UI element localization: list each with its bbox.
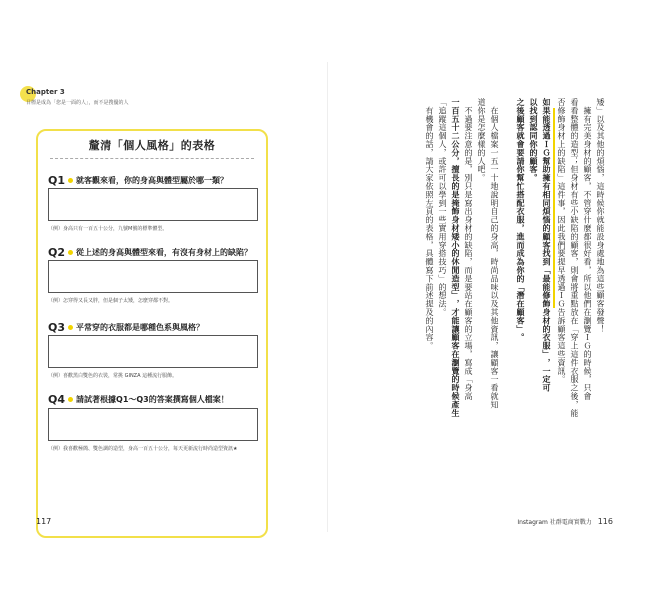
- question-number: Q1: [48, 174, 66, 187]
- page-number-right: 116: [597, 517, 613, 526]
- right-page: [328, 62, 643, 532]
- text-column: 在個人檔案一五一十地說明自己的身高，時尚品味以及其他資訊，讓顧客一看就知: [490, 98, 499, 409]
- question-number: Q2: [48, 246, 66, 259]
- text-column-bold: 以找到認同你的顧客。: [529, 98, 538, 182]
- text-column: 有機會的話，請大家依照左頁的表格，具體寫下前述提及的內容。: [425, 98, 434, 350]
- highlight-bar: [553, 108, 555, 308]
- title-divider: [50, 158, 254, 159]
- question-text: 從上述的身高與體型來看，有沒有身材上的缺陷？: [76, 248, 253, 257]
- text-column-bold: 之後顧客就會要請你幫忙搭配衣服，進而成為你的「潛在顧客」。: [516, 98, 525, 342]
- question-number: Q4: [48, 393, 66, 406]
- text-column-bold: 如果能透過ＩＧ幫助擁有相同煩惱的顧客找到「最能修飾身材的衣服」，一定可: [542, 98, 551, 392]
- answer-box-1[interactable]: [48, 188, 258, 221]
- example-1: （例）身高只有一百五十公分，九號M號的標準體型。: [48, 226, 168, 232]
- question-number: Q3: [48, 321, 66, 334]
- answer-box-2[interactable]: [48, 260, 258, 293]
- footer-book-title: [517, 517, 613, 526]
- answer-box-4[interactable]: [48, 408, 258, 441]
- book-spread: [12, 62, 643, 532]
- worksheet-title: 釐清「個人風格」的表格: [88, 139, 216, 152]
- example-3: （例）喜歡黑白雙色的衣裝，常挑 GINZA 這種流行服飾。: [48, 373, 178, 379]
- book-title: Instagram 社群電商實戰力: [517, 519, 592, 526]
- style-worksheet-box: [36, 129, 268, 538]
- bullet-dot-icon: [68, 250, 73, 255]
- answer-box-3[interactable]: [48, 335, 258, 368]
- question-2: [48, 246, 252, 259]
- bullet-dot-icon: [68, 397, 73, 402]
- question-text: 就客觀來看，你的身高與體型屬於哪一類？: [76, 176, 229, 185]
- bullet-dot-icon: [68, 325, 73, 330]
- text-column: 否修飾身材上的缺陷」這件事，因此我們要提早透過ＩＧ告訴顧客這些資訊。: [557, 98, 566, 384]
- example-4: （例）我喜歡極簡、雙色調的造型，身高一百五十公分，每天更新流行時尚造型資訊★: [48, 446, 238, 452]
- example-2: （例）怎穿得又長又胖，但是個子太矮，怎麼穿都不對。: [48, 298, 174, 304]
- question-3: [48, 321, 204, 334]
- vertical-body-text: [356, 98, 606, 458]
- question-text: 請試著根據Q1～Q3的答案撰寫個人檔案！: [76, 395, 229, 404]
- page-number-left: 117: [36, 517, 52, 526]
- text-column: 擁有完美身材的顧客，不管穿什麼都很好看，所以他們在瀏覽ＩＧ的時候，只會: [583, 98, 592, 401]
- bullet-dot-icon: [68, 178, 73, 183]
- text-column: 道你是怎麼樣的人吧。: [477, 98, 486, 182]
- chapter-subtitle: 目標是成為「您是一面的人」，而不是搜優的人: [26, 100, 129, 106]
- text-column: 「追蹤這個人，或許可以學到一些實用穿搭技巧」的想法。: [438, 98, 447, 317]
- left-page: [12, 62, 328, 532]
- text-column: 矮」以及其他的煩惱，這時候你就能設身處地為這些顧客發聲！: [596, 98, 605, 334]
- question-text: 平常穿的衣服都是哪種色系與風格？: [76, 323, 205, 332]
- chapter-label: Chapter 3: [26, 88, 65, 96]
- question-4: [48, 393, 229, 406]
- text-column-bold: 一百五十二公分，擅長的是掩飾身材矮小的休閒造型」，才能讓顧客在瀏覽的時候產生: [451, 98, 460, 418]
- question-1: [48, 174, 228, 187]
- text-column: 看看整體的造型；但身材有些小缺陷的顧客，則會將重點放在「穿上這件衣服之後，能: [570, 98, 579, 418]
- text-column: 不過要注意的是，別只是寫出身材的缺陷，而是要站在顧客的立場，寫成「身高: [464, 98, 473, 401]
